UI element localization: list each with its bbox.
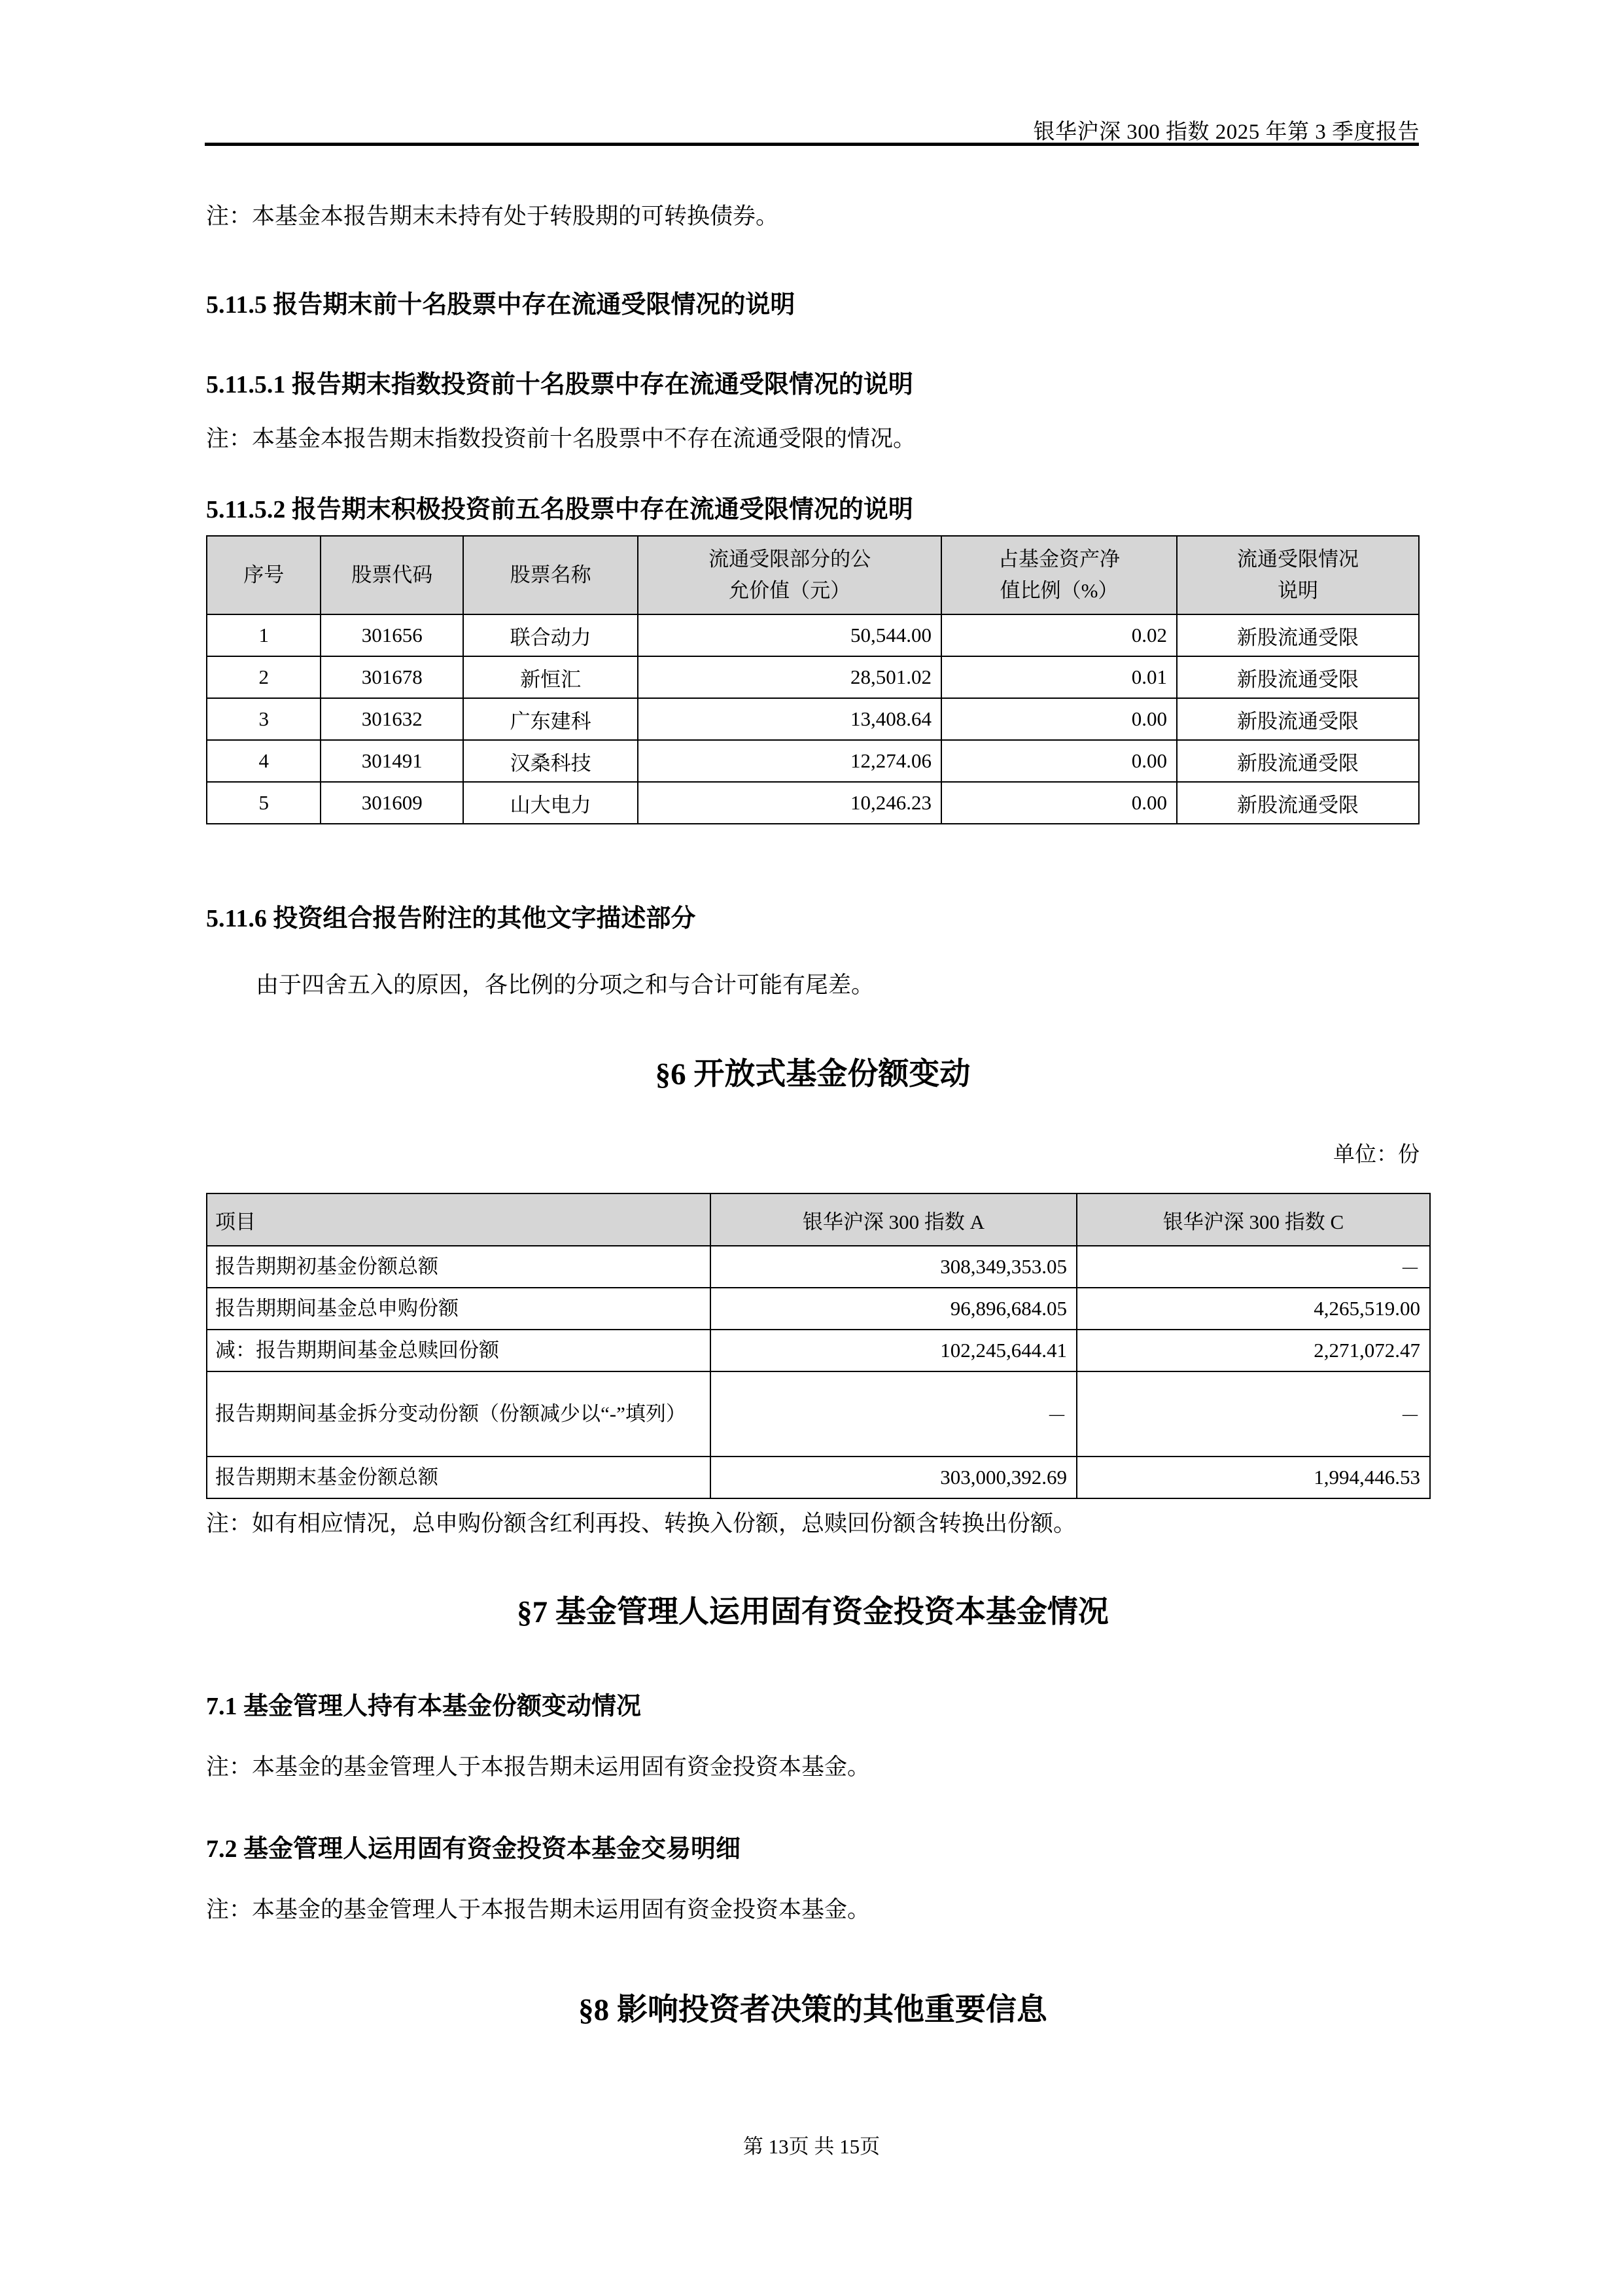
cell-stock-code: 301656 — [321, 614, 463, 656]
cell-item: 报告期期间基金总申购份额 — [207, 1288, 710, 1330]
cell-stock-code: 301678 — [321, 656, 463, 698]
cell-item: 报告期期初基金份额总额 — [207, 1246, 710, 1288]
table-row — [207, 698, 1419, 740]
col-header-class-c: 银华沪深 300 指数 C — [1077, 1193, 1430, 1246]
cell-fair-value: 13,408.64 — [638, 698, 941, 740]
share-change-table — [206, 1193, 1431, 1499]
cell-index: 5 — [207, 782, 321, 824]
cell-class-a: 102,245,644.41 — [710, 1330, 1077, 1371]
header-rule — [205, 143, 1419, 146]
cell-nav-pct: 0.00 — [941, 740, 1177, 782]
col-header-nav-pct: 占基金资产净 值比例（%） — [941, 536, 1177, 614]
col-header-fair-value: 流通受限部分的公 允价值（元） — [638, 536, 941, 614]
cell-stock-name: 汉桑科技 — [463, 740, 638, 782]
cell-stock-name: 新恒汇 — [463, 656, 638, 698]
cell-stock-code: 301632 — [321, 698, 463, 740]
note-manager-trade: 注：本基金的基金管理人于本报告期未运用固有资金投资本基金。 — [206, 1897, 871, 1922]
cell-stock-name: 山大电力 — [463, 782, 638, 824]
cell-nav-pct: 0.02 — [941, 614, 1177, 656]
page-footer — [0, 2130, 1623, 2159]
section-5-11-5: 5.11.5 报告期末前十名股票中存在流通受限情况的说明 — [206, 291, 795, 319]
note-manager-holding: 注：本基金的基金管理人于本报告期未运用固有资金投资本基金。 — [206, 1754, 871, 1780]
cell-class-a: 308,349,353.05 — [710, 1246, 1077, 1288]
cell-class-a: － — [710, 1371, 1077, 1457]
cell-fair-value: 10,246.23 — [638, 782, 941, 824]
cell-item: 报告期期末基金份额总额 — [207, 1457, 710, 1498]
table-row — [207, 1246, 1430, 1288]
cell-class-a: 303,000,392.69 — [710, 1457, 1077, 1498]
note-index-top10-restriction: 注：本基金本报告期末指数投资前十名股票中不存在流通受限的情况。 — [206, 426, 916, 451]
col-header-item: 项目 — [207, 1193, 710, 1246]
table-header-row — [207, 536, 1419, 614]
section-5-11-6: 5.11.6 投资组合报告附注的其他文字描述部分 — [206, 905, 696, 932]
cell-fair-value: 28,501.02 — [638, 656, 941, 698]
cell-index: 2 — [207, 656, 321, 698]
section-5-11-5-2: 5.11.5.2 报告期末积极投资前五名股票中存在流通受限情况的说明 — [206, 496, 913, 523]
table-row — [207, 740, 1419, 782]
page-number-label: 第 13页 共 15页 — [742, 2135, 881, 2158]
chapter-heading-8: §8 影响投资者决策的其他重要信息 — [578, 1993, 1047, 2027]
cell-item: 减：报告期期间基金总赎回份额 — [207, 1330, 710, 1371]
cell-class-c: － — [1077, 1371, 1430, 1457]
col-header-class-a: 银华沪深 300 指数 A — [710, 1193, 1077, 1246]
cell-restriction-desc: 新股流通受限 — [1177, 698, 1419, 740]
cell-index: 4 — [207, 740, 321, 782]
note-rounding: 由于四舍五入的原因，各比例的分项之和与合计可能有尾差。 — [256, 972, 875, 998]
cell-class-c: － — [1077, 1246, 1430, 1288]
chapter-heading-6: §6 开放式基金份额变动 — [655, 1057, 971, 1091]
cell-restriction-desc: 新股流通受限 — [1177, 614, 1419, 656]
table-row — [207, 1371, 1430, 1457]
table-header-row — [207, 1193, 1430, 1246]
cell-fair-value: 50,544.00 — [638, 614, 941, 656]
cell-item: 报告期期间基金拆分变动份额（份额减少以“-”填列） — [207, 1371, 710, 1457]
cell-stock-name: 联合动力 — [463, 614, 638, 656]
cell-stock-code: 301491 — [321, 740, 463, 782]
cell-stock-code: 301609 — [321, 782, 463, 824]
cell-class-a: 96,896,684.05 — [710, 1288, 1077, 1330]
cell-restriction-desc: 新股流通受限 — [1177, 782, 1419, 824]
cell-fair-value: 12,274.06 — [638, 740, 941, 782]
section-7-1: 7.1 基金管理人持有本基金份额变动情况 — [206, 1693, 642, 1720]
cell-class-c: 1,994,446.53 — [1077, 1457, 1430, 1498]
col-header-stock-code: 股票代码 — [321, 536, 463, 614]
section-5-11-5-1: 5.11.5.1 报告期末指数投资前十名股票中存在流通受限情况的说明 — [206, 371, 913, 398]
col-header-stock-name: 股票名称 — [463, 536, 638, 614]
table-row — [207, 1288, 1430, 1330]
table-row — [207, 1457, 1430, 1498]
table-row — [207, 1330, 1430, 1371]
table-row — [207, 656, 1419, 698]
cell-index: 3 — [207, 698, 321, 740]
restricted-stocks-table — [206, 535, 1420, 824]
table-row — [207, 782, 1419, 824]
chapter-heading-7: §7 基金管理人运用固有资金投资本基金情况 — [517, 1595, 1109, 1629]
cell-stock-name: 广东建科 — [463, 698, 638, 740]
cell-nav-pct: 0.00 — [941, 782, 1177, 824]
table-row — [207, 614, 1419, 656]
section-7-2: 7.2 基金管理人运用固有资金投资本基金交易明细 — [206, 1835, 741, 1863]
unit-label: 单位：份 — [1333, 1143, 1420, 1167]
cell-class-c: 2,271,072.47 — [1077, 1330, 1430, 1371]
cell-nav-pct: 0.00 — [941, 698, 1177, 740]
cell-index: 1 — [207, 614, 321, 656]
running-header: 银华沪深 300 指数 2025 年第 3 季度报告 — [1033, 120, 1420, 144]
cell-nav-pct: 0.01 — [941, 656, 1177, 698]
cell-restriction-desc: 新股流通受限 — [1177, 740, 1419, 782]
cell-class-c: 4,265,519.00 — [1077, 1288, 1430, 1330]
col-header-restriction-desc: 流通受限情况 说明 — [1177, 536, 1419, 614]
note-share-change: 注：如有相应情况，总申购份额含红利再投、转换入份额，总赎回份额含转换出份额。 — [206, 1511, 1077, 1536]
col-header-index: 序号 — [207, 536, 321, 614]
cell-restriction-desc: 新股流通受限 — [1177, 656, 1419, 698]
note-convertible-bond: 注：本基金本报告期末未持有处于转股期的可转换债券。 — [206, 203, 779, 229]
